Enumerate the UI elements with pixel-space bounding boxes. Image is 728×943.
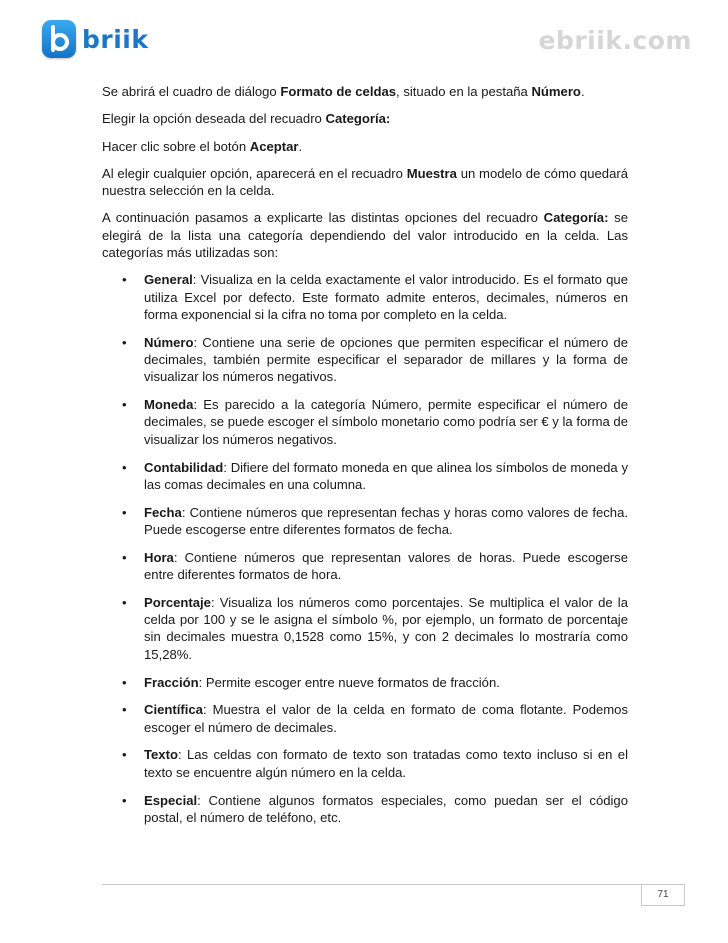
category-term: General [144,272,193,288]
category-description: : Permite escoger entre nueve formatos de fracción. [198,674,500,690]
bullet-icon: • [122,459,127,475]
category-description: : Las celdas con formato de texto son tratadas como texto incluso si en el texto se encuentre algún número en la celda. [144,747,628,780]
bold-text: Número [531,84,581,99]
paragraph [102,209,628,261]
bullet-icon: • [122,272,127,288]
bullet-icon: • [122,792,127,808]
bullet-icon: • [122,594,127,610]
category-description: : Contiene algunos formatos especiales, como puedan ser el código postal, el número de teléfono, etc. [144,792,628,825]
category-term: Fracción [144,674,199,690]
category-description: : Visualiza los números como porcentajes. Se multiplica el valor de la celda por 100 y se le asigna el símbolo %, por ejemplo, un formato de porcentaje sin decimales muestra 0,1528 como 15%, y con 2 decimales lo mostraría como 15,28%. [144,594,628,662]
list-item [102,459,628,494]
category-term: Científica [144,702,203,718]
footer-divider [102,884,684,885]
list-item [102,334,628,386]
category-term: Número [144,334,194,350]
text-segment: un modelo de cómo quedará nuestra selección en la celda. [102,165,628,199]
category-term: Fecha [144,504,182,520]
text-segment: Hacer clic sobre el botón [102,138,250,154]
text-segment: Al elegir cualquier opción, aparecerá en el recuadro [102,165,407,181]
list-item [102,504,628,539]
text-segment: Se abrirá el cuadro de diálogo [102,84,281,99]
list-item [102,701,628,736]
bullet-icon: • [122,702,127,718]
list-item [102,549,628,584]
document-body [102,83,628,837]
list-item [102,674,628,691]
list-item [102,746,628,781]
logo-text: briik [82,24,149,54]
paragraph [102,110,628,127]
category-description: : Contiene números que representan fechas y horas como valores de fecha. Puede escogerse entre diferentes formatos de fecha. [144,504,628,537]
paragraph [102,83,628,100]
paragraph [102,138,628,155]
category-description: : Contiene una serie de opciones que permiten especificar el número de decimales, también permite especificar el separador de millares y la forma de visualizar los números negativos. [144,334,628,385]
text-segment: . [580,84,585,99]
category-description: : Es parecido a la categoría Número, permite especificar el número de decimales, se puede escoger el símbolo monetario como podría ser € y la forma de visualizar los números negativos. [144,397,628,447]
briik-logo [42,20,149,58]
text-segment: se elegirá de la lista una categoría dependiendo del valor introducido en la celda. Las categorías más utilizadas son: [102,210,629,261]
bold-text: Categoría: [325,111,391,127]
intro-paragraphs [102,83,628,261]
bold-text: Formato de celdas [280,84,397,99]
category-description: : Muestra el valor de la celda en formato de coma flotante. Podemos escoger el número de decimales. [144,702,628,735]
category-description: : Contiene números que representan valores de horas. Puede escogerse entre diferentes formatos de hora. [144,549,628,583]
text-segment: Elegir la opción deseada del recuadro [102,111,326,127]
category-term: Porcentaje [144,594,211,610]
list-item [102,792,628,827]
page-number: 71 [641,884,685,906]
category-term: Especial [144,792,198,808]
text-segment: , situado en la pestaña [396,84,532,99]
category-term: Texto [144,747,178,763]
bullet-icon: • [122,334,127,350]
bullet-icon: • [122,504,127,520]
list-item [102,594,628,663]
bullet-icon: • [122,549,127,565]
bold-text: Categoría: [543,210,609,226]
text-segment: . [298,138,303,154]
category-description: : Difiere del formato moneda en que alinea los símbolos de moneda y las comas decimales en una columna. [144,459,628,492]
category-term: Contabilidad [144,459,224,475]
category-term: Hora [144,549,174,565]
bold-text: Muestra [406,165,457,181]
briik-b-icon [42,20,76,58]
bullet-icon: • [122,674,127,690]
list-item [102,396,628,448]
bullet-icon: • [122,747,127,763]
category-term: Moneda [144,397,194,413]
bold-text: Aceptar [249,138,299,154]
category-description: : Visualiza en la celda exactamente el valor introducido. Es el formato que utiliza Excel por defecto. Este formato admite enteros, decimales, números en forma exponencial si la cifra no toma por completo en la celda. [144,272,628,322]
text-segment: A continuación pasamos a explicarte las distintas opciones del recuadro [102,210,544,226]
category-list [102,271,628,826]
paragraph [102,165,628,200]
bullet-icon: • [122,397,127,413]
site-watermark: ebriik.com [538,26,692,55]
list-item [102,271,628,323]
